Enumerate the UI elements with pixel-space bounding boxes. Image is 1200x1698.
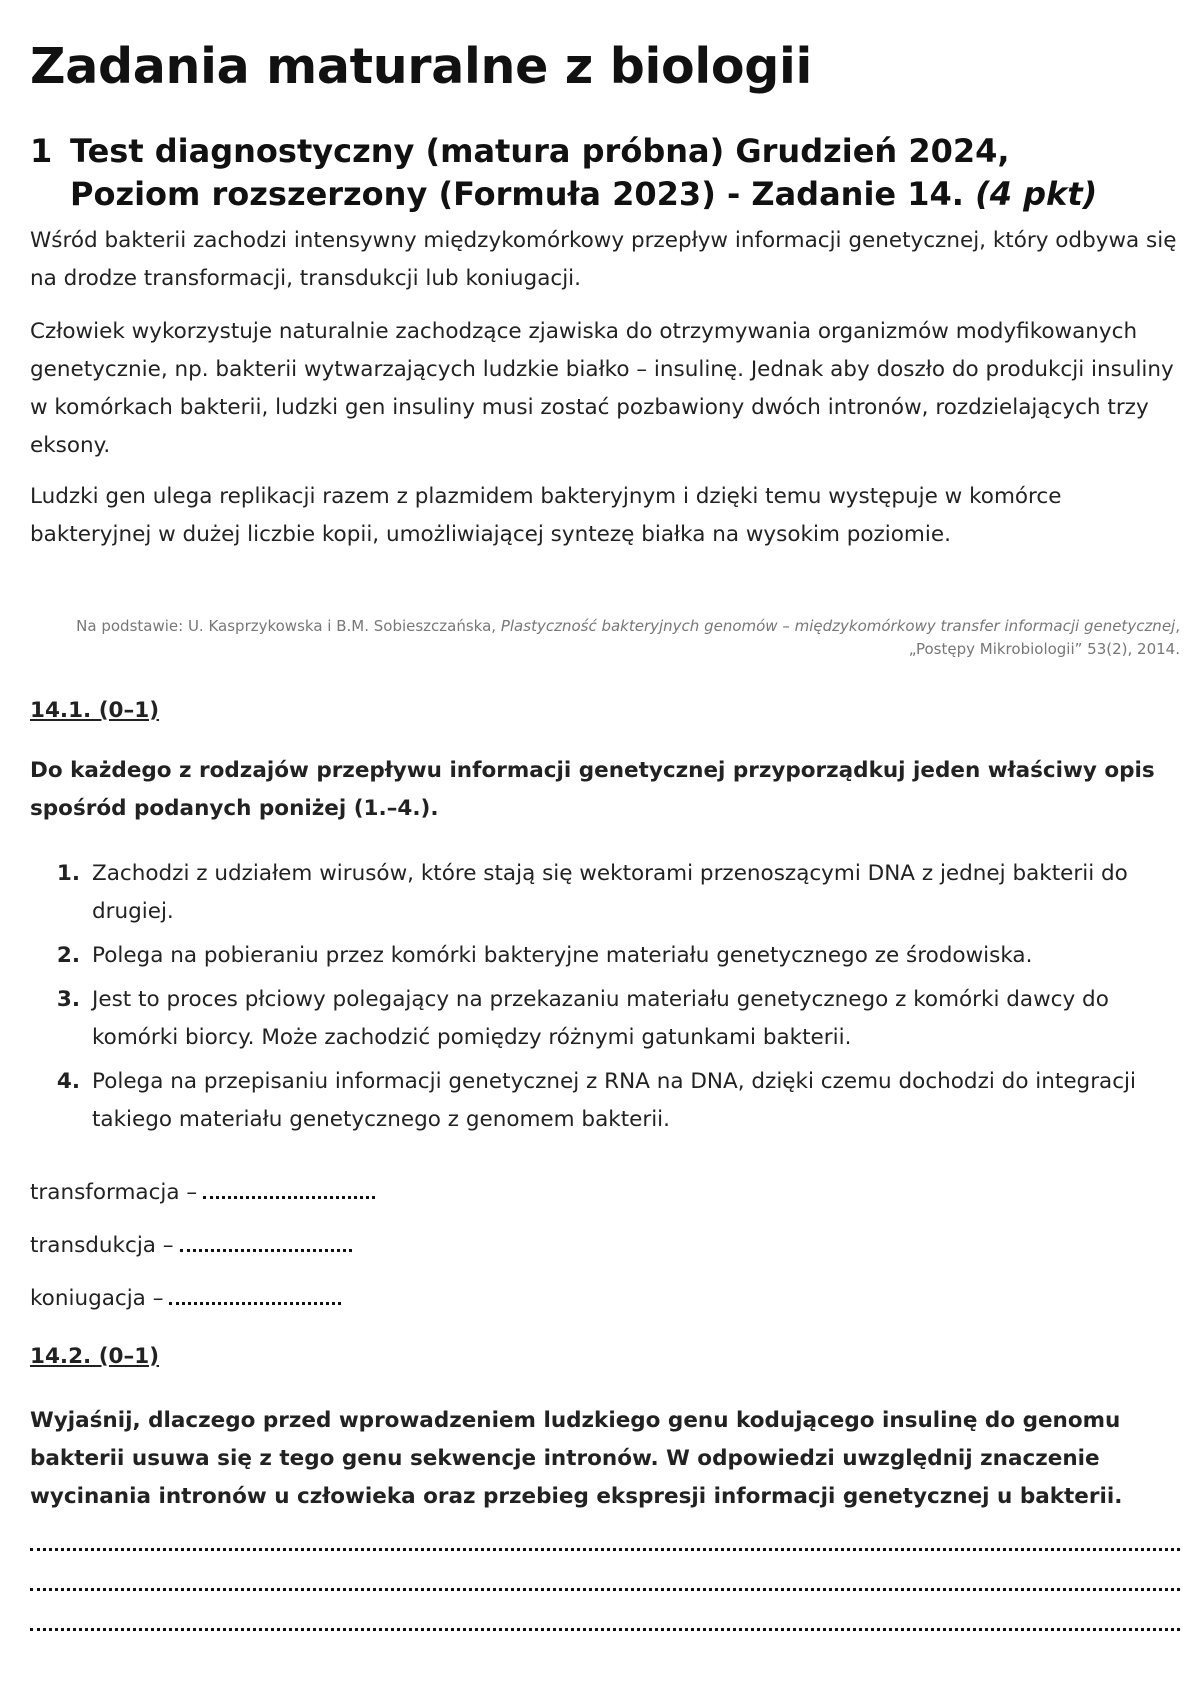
intro-paragraph-1: Wśród bakterii zachodzi intensywny międzykomórkowy przepływ informacji genetycznej, który odbywa się na drodze transformacji, transdukcji lub koniugacji.	[30, 228, 1177, 291]
option-text: Polega na pobieraniu przez komórki bakteryjne materiału genetycznego ze środowiska.	[92, 943, 1033, 968]
source-prefix: Na podstawie: U. Kasprzykowska i B.M. Sobieszczańska,	[76, 617, 501, 635]
answer-label: koniugacja –	[30, 1286, 164, 1311]
subtask-1-label: 14.1. (0–1)	[30, 698, 160, 723]
answer-blank[interactable]	[180, 1249, 352, 1252]
answer-write-line[interactable]	[30, 1628, 1180, 1631]
source-citation	[30, 615, 1180, 661]
answer-blank[interactable]	[169, 1302, 341, 1305]
option-item	[30, 1063, 1180, 1139]
answer-write-line[interactable]	[30, 1588, 1180, 1591]
option-item	[30, 855, 1180, 931]
answer-blank[interactable]	[203, 1196, 375, 1199]
document-title: Zadania maturalne z biologii	[30, 38, 813, 95]
options-list	[30, 855, 1180, 1145]
answer-label: transformacja –	[30, 1180, 198, 1205]
intro-paragraph-2: Człowiek wykorzystuje naturalnie zachodzące zjawiska do otrzymywania organizmów modyfikowanych genetycznie, np. bakterii wytwarzających ludzkie białko – insulinę. Jednak aby doszło do produkcji insuliny w komórkach bakterii, ludzki gen insuliny musi zostać pozbawiony dwóch intronów, rozdzielających trzy eksony.	[30, 319, 1174, 458]
option-number: 1.	[56, 861, 80, 886]
option-text: Polega na przepisaniu informacji genetycznej z RNA na DNA, dzięki czemu dochodzi do integracji takiego materiału genetycznego z genomem bakterii.	[92, 1069, 1136, 1132]
task-points: (4 pkt)	[975, 175, 1098, 213]
intro-paragraph-3: Ludzki gen ulega replikacji razem z plazmidem bakteryjnym i dzięki temu występuje w komórce bakteryjnej w dużej liczbie kopii, umożliwiającej syntezę białka na wysokim poziomie.	[30, 484, 1062, 547]
source-title: Plastyczność bakteryjnych genomów – międzykomórkowy transfer informacji genetycznej	[500, 617, 1176, 635]
task-number: 1	[30, 132, 53, 170]
source-suffix: , „Postępy Mikrobiologii” 53(2), 2014.	[908, 617, 1180, 658]
option-item	[30, 937, 1180, 975]
option-number: 3.	[56, 987, 80, 1012]
answer-write-line[interactable]	[30, 1548, 1180, 1551]
option-number: 2.	[56, 943, 80, 968]
answer-koniugacja	[30, 1284, 341, 1314]
task-title	[70, 130, 1130, 216]
option-text: Zachodzi z udziałem wirusów, które stają się wektorami przenoszącymi DNA z jednej bakterii do drugiej.	[92, 861, 1128, 924]
answer-label: transdukcja –	[30, 1233, 174, 1258]
subtask-2-instruction: Wyjaśnij, dlaczego przed wprowadzeniem ludzkiego genu kodującego insulinę do genomu bakterii usuwa się z tego genu sekwencje intronów. W odpowiedzi uwzględnij znaczenie wycinania intronów u człowieka oraz przebieg ekspresji informacji genetycznej u bakterii.	[30, 1408, 1123, 1509]
answer-transformacja	[30, 1178, 375, 1208]
answer-transdukcja	[30, 1231, 352, 1261]
option-item	[30, 981, 1180, 1057]
task-heading	[30, 130, 1180, 216]
option-number: 4.	[56, 1069, 80, 1094]
option-text: Jest to proces płciowy polegający na przekazaniu materiału genetycznego z komórki dawcy do komórki biorcy. Może zachodzić pomiędzy różnymi gatunkami bakterii.	[92, 987, 1109, 1050]
subtask-2-label: 14.2. (0–1)	[30, 1344, 160, 1369]
task-title-text: Test diagnostyczny (matura próbna) Grudzień 2024, Poziom rozszerzony (Formuła 2023) - Zadanie 14.	[70, 132, 1010, 213]
subtask-1-instruction: Do każdego z rodzajów przepływu informacji genetycznej przyporządkuj jeden właściwy opis spośród podanych poniżej (1.–4.).	[30, 758, 1155, 821]
